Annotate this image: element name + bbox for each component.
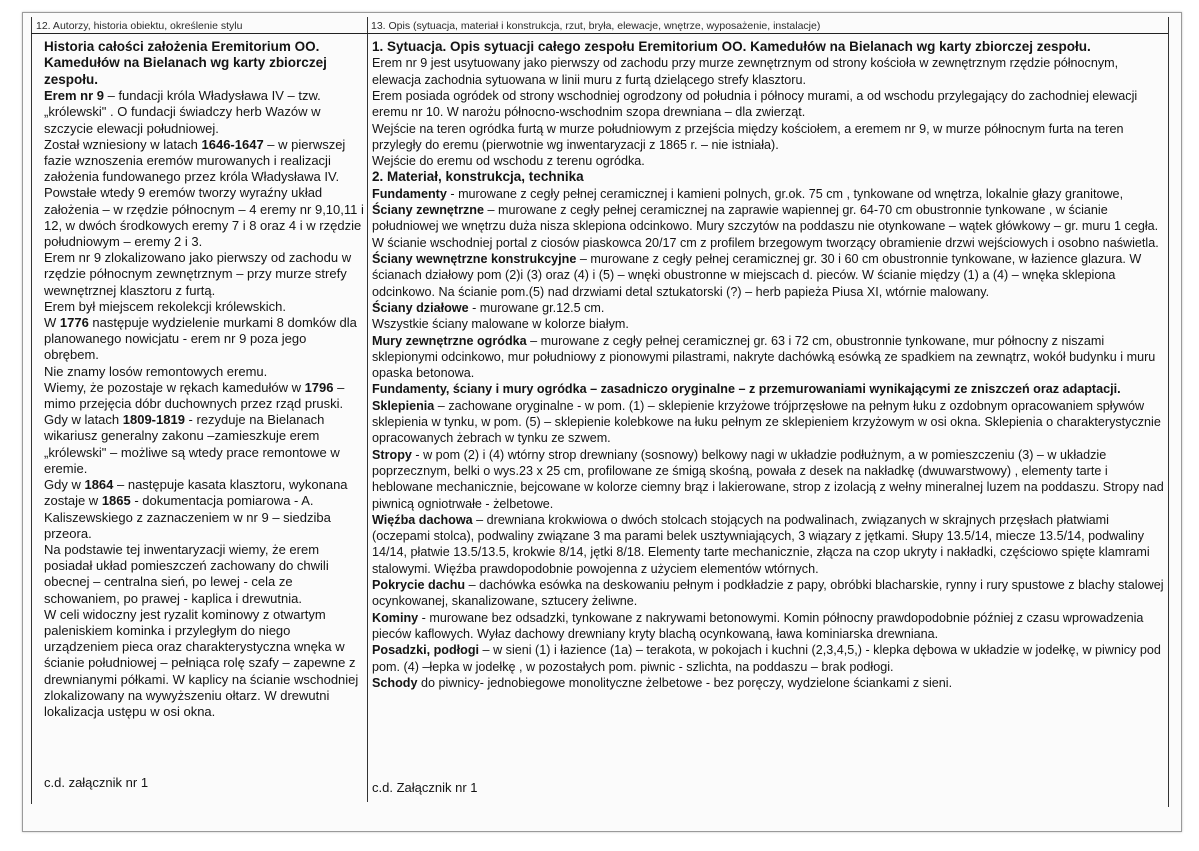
roofing-paragraph: Pokrycie dachu – dachówka esówka na deskowaniu pełnym i podkładzie z papy, obróbki blacharskie, rynny i rury spustowe z blachy stalowej ocynkowanej, skanalizowane, sztucery żeliwne. xyxy=(372,578,1164,609)
internal-walls-paragraph: Ściany wewnętrzne konstrukcyjne – murowane z cegły pełnej ceramicznej gr. 30 i 60 cm obustronnie tynkowane, w łazience glazura. W ścianach działowy pom (2)i (3) oraz (4) i (5) – wnęki obustronne w miejscach d. pieców. W ścianie między (1) a (4) – wnęka sklepiona odcinkowo. Na ścianie pom.(5) nad drzwiami detal sztukatorski (?) – herb papieża Piusa XI, wtórnie malowany. xyxy=(372,252,1142,299)
right-continuation-note: c.d. Załącznik nr 1 xyxy=(372,780,478,795)
history-paragraph: Wiemy, że pozostaje w rękach kamedułów w 1796 –mimo przejęcia dóbr duchownych przez rząd pruski. xyxy=(44,379,345,412)
history-paragraph: Został wzniesiony w latach 1646-1647 – w pierwszej fazie wznoszenia eremów murowanych i realizacji założenia fundowanego przez króla Władysława IV. xyxy=(44,136,346,185)
history-paragraph: Erem był miejscem rekolekcji królewskich. xyxy=(44,298,286,314)
description-column xyxy=(372,39,1165,691)
situation-paragraph: Erem nr 9 jest usytuowany jako pierwszy od zachodu przy murze zewnętrznym od strony kościoła w zewnętrznym rzędzie północnym, elewacja zachodnia sytuowana w linii muru z furtą dzielącego strefy klasztoru. xyxy=(372,56,1119,87)
left-continuation-note: c.d. załącznik nr 1 xyxy=(44,775,149,790)
right-header-rule xyxy=(367,33,1168,34)
history-title: Historia całości założenia Eremitorium OO. Kamedułów na Bielanach wg karty zbiorczej zespołu. xyxy=(44,39,327,87)
materials-title: 2. Materiał, konstrukcja, technika xyxy=(372,169,584,185)
situation-paragraph: Erem posiada ogródek od strony wschodniej ogrodzony od południa i północy murami, a od wschodu przylegający do zachodniej elewacji eremu nr 10. W narożu północno-wschodnim szopa drewniana – dla zwierząt. xyxy=(372,89,1138,120)
history-column xyxy=(44,39,364,720)
left-column-header: 12. Autorzy, historia obiektu, określenie stylu xyxy=(36,20,243,32)
foundations-paragraph: Fundamenty - murowane z cegły pełnej ceramicznej i kamieni polnych, gr.ok. 75 cm , tynkowane od wnętrza, lokalnie głazy granitowe, xyxy=(372,186,1124,201)
situation-paragraph: Wejście na teren ogródka furtą w murze południowym z przejścia między kościołem, a eremem nr 9, w murze północnym furta na teren przyległy do eremu (pierwotnie wg inwentaryzacji z 1865 r. – nie istniała). xyxy=(372,121,1124,152)
right-column-header: 13. Opis (sytuacja, materiał i konstrukcja, rzut, bryła, elewacje, wnętrze, wyposażenie, instalacje) xyxy=(371,20,821,32)
history-paragraph: Gdy w 1864 – następuje kasata klasztoru, wykonana zostaje w 1865 - dokumentacja pomiarowa - A. Kaliszewskiego z zaznaczeniem w nr 9 – siedziba przeora. xyxy=(44,477,348,541)
partition-walls-paragraph: Ściany działowe - murowane gr.12.5 cm. xyxy=(372,300,605,315)
walls-paint-paragraph: Wszystkie ściany malowane w kolorze białym. xyxy=(372,317,629,332)
history-paragraph: W celi widoczny jest ryzalit kominowy z otwartym paleniskiem kominka i przyległym do niego urządzeniem pieca oraz charakterystyczna wnęka w ścianie południowej – pełniąca rolę szafy – zapewne z drewnianymi półkami. W kaplicy na ścianie wschodniej zlokalizowany na wywyższeniu ołtarz. W drewutni lokalizacja ustępu w osi okna. xyxy=(44,606,359,719)
history-paragraph: Erem nr 9 zlokalizowano jako pierwszy od zachodu w rzędzie północnym zewnętrznym – przy murze strefy wewnętrznej klasztoru z furtą. xyxy=(44,250,352,298)
ceilings-paragraph: Stropy - w pom (2) i (4) wtórny strop drewniany (sosnowy) belkowy nagi w układzie podłużnym, a w pomieszczeniu (3) – w układzie poprzecznym, belki o wys.23 x 25 cm, profilowane ze śmigą skośną, powała z desek na nakładkę (dwuwarstwowy) , elementy tarte i heblowane mechanicznie, bejcowane w kolorze ciemny brąz i lakierowane, strop z izolacją z wełny mineralnej luzem na poddaszu. Stropy nad piwnicą ogniotrwałe - żelbetowe. xyxy=(372,447,1164,511)
roof-truss-paragraph: Więźba dachowa – drewniana krokwiowa o dwóch stolcach stojących na podwalinach, związanych w skrajnych przęsłach płatwiami (oczepami stolca), podwaliny związane 3 ma parami belek usztywniających, 3 wiązary z jętkami. Słupy 13.5/14, miecze 13.5/14, podwaliny 14/14, płatwie 13.5/13.5, krokwie 8/14, jętki 8/18. Elementy tarte mechanicznie, złącza na czop ukryty i nakładki, częściowo spięte klamrami stalowymi. Więźba prawdopodobnie powojenna z użyciem elementów wtórnych. xyxy=(372,512,1150,576)
vaults-paragraph: Sklepienia – zachowane oryginalne - w pom. (1) – sklepienie krzyżowe trójprzęsłowe na pełnym łuku z ozdobnym opracowaniem spływów sklepienia w tynku, w pom. (5) – sklepienie kolebkowe na łuku pełnym ze sklepieniem krzyżowym w osi okna. Sklepienia o charakterystycznie opracowanych żebrach w tynku ze szwem. xyxy=(372,398,1161,446)
left-border-line xyxy=(31,17,32,804)
stairs-paragraph: Schody do piwnicy- jednobiegowe monolityczne żelbetowe - bez poręczy, wydzielone ściankami z sieni. xyxy=(372,675,953,690)
left-header-rule xyxy=(31,33,367,34)
situation-paragraph: Wejście do eremu od wschodu z terenu ogródka. xyxy=(372,154,645,169)
history-paragraph: Nie znamy losów remontowych eremu. xyxy=(44,363,268,379)
garden-walls-paragraph: Mury zewnętrzne ogródka – murowane z cegły pełnej ceramicznej gr. 63 i 72 cm, obustronnie tynkowane, mur północny z niszami sklepionymi odcinkowo, mur południowy z pionowymi pilastrami, nakryte dachówką esówką ze spadkiem na zewnątrz, wokół budynku i muru opaska betonowa. xyxy=(372,333,1156,381)
form-sheet xyxy=(22,12,1182,832)
external-walls-paragraph: Ściany zewnętrzne – murowane z cegły pełnej ceramicznej na zaprawie wapiennej gr. 64-70 cm obustronnie tynkowane , w ścianie południowej we wnętrzu duża nisza sklepiona odcinkowo. Mury szczytów na poddaszu nie otynkowane – wątek główkowy – gr. muru 1 cegła. W ścianie wschodniej portal z ciosów piaskowca 20/17 cm z profilem brzegowym tworzący obramienie drzwi wejściowych i osobno naświetla. xyxy=(372,203,1159,250)
originality-paragraph: Fundamenty, ściany i mury ogródka – zasadniczo oryginalne – z przemurowaniami wynikającymi ze zniszczeń oraz adaptacji. xyxy=(372,382,1121,397)
situation-title: 1. Sytuacja. Opis sytuacji całego zespołu Eremitorium OO. Kamedułów na Bielanach wg karty zbiorczej zespołu. xyxy=(372,39,1091,54)
chimneys-paragraph: Kominy - murowane bez odsadzki, tynkowane z nakrywami betonowymi. Komin północny prawdopodobnie później z czasu wprowadzenia pieców kaflowych. Wyłaz dachowy drewniany kryty blachą ocynkowaną, ława kominiarska drewniana. xyxy=(372,610,1144,641)
history-paragraph: W 1776 następuje wydzielenie murkami 8 domków dla planowanego nowicjatu - erem nr 9 poza jego obrębem. xyxy=(44,315,357,363)
right-border-line xyxy=(1168,17,1169,807)
history-paragraph: Powstałe wtedy 9 eremów tworzy wyraźny układ założenia – w rzędzie północnym – 4 eremy nr 9,10,11 i 12, w dwóch środkowych eremy 7 i 8 oraz 4 i w rzędzie południowym – eremy 2 i 3. xyxy=(44,185,364,250)
floors-paragraph: Posadzki, podłogi – w sieni (1) i łazience (1a) – terakota, w pokojach i kuchni (2,3,4,5,) - klepka dębowa w układzie w jodełkę, w piwnicy pod pom. (4) –łepka w jodełkę , w pozostałych pom. piwnic - szlichta, na poddaszu – brak podłogi. xyxy=(372,643,1161,674)
history-paragraph: Erem nr 9 – fundacji króla Władysława IV – tzw. „królewski" . O fundacji świadczy herb Wazów w szczycie elewacji południowej. xyxy=(44,88,321,136)
history-paragraph: Na podstawie tej inwentaryzacji wiemy, że erem posiadał układ pomieszczeń zachowany do chwili obecnej – centralna sień, po lewej - cela ze schowaniem, po prawej - kaplica i drewutnia. xyxy=(44,541,329,606)
history-paragraph: Gdy w latach 1809-1819 - rezyduje na Bielanach wikariusz generalny zakonu –zamieszkuje erem „królewski" – możliwe są wtedy prace remontowe w eremie. xyxy=(44,412,340,476)
column-divider-line xyxy=(367,17,368,802)
